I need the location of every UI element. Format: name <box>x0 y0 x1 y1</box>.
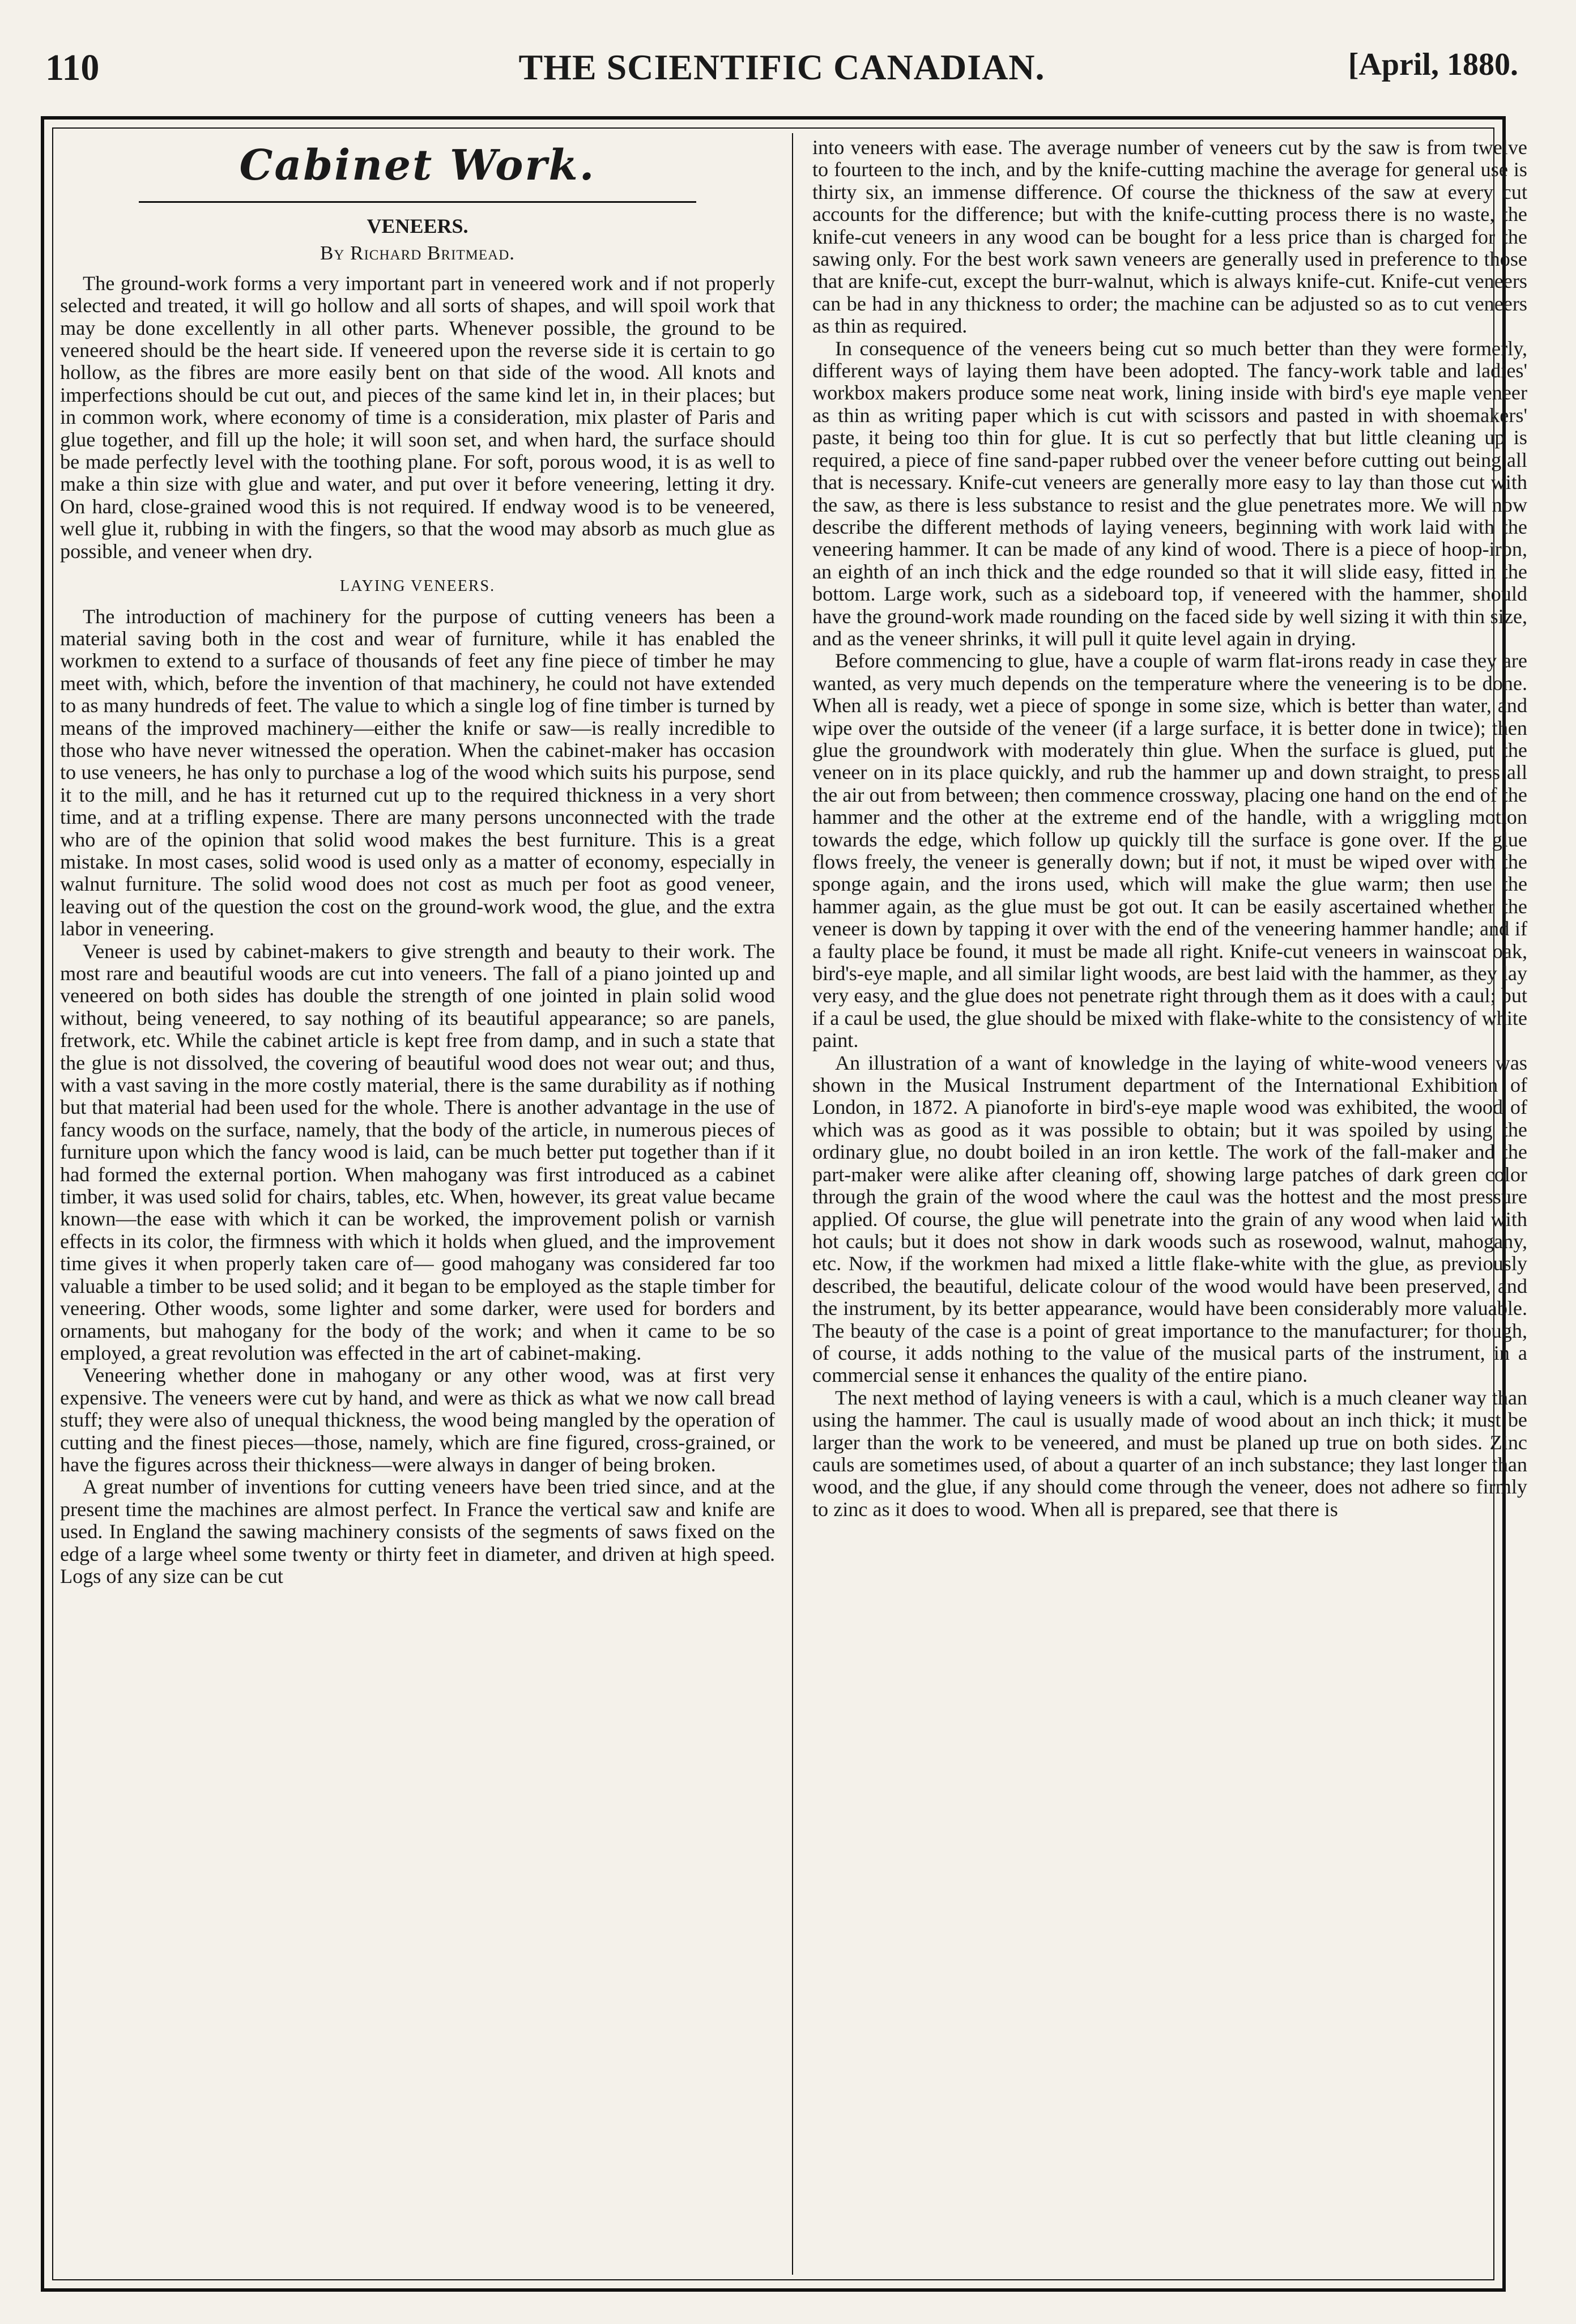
paragraph: The next method of laying veneers is with a caul, which is a much cleaner way than using the hammer. The caul is usually made of wood about an inch thick; it must be larger than the work to be veneered, and must be planed up true on both sides. Zinc cauls are sometimes used, of about a quarter of an inch substance; they last longer than wood, and the glue, if any should come through the veneer, does not adhere so firmly to zinc as it does to wood. When all is prepared, see that there is <box>812 1386 1527 1521</box>
paragraph: Before commencing to glue, have a couple of warm flat-irons ready in case they are wanted, as very much depends on the temperature where the veneering is to be done. When all is ready, wet a piece of sponge in some size, which is better than water, and wipe over the outside of the veneer (if a large surface, it is better done in twice); then glue the groundwork with moderately thin glue. When the surface is glued, put the veneer on in its place quickly, and rub the hammer up and down straight, to press all the air out from between; then commence crossway, placing one hand on the end of the hammer and the other at the extreme end of the handle, with a wriggling motion towards the edge, which follow up quickly till the surface is gone over. If the glue flows freely, the veneer is generally down; but if not, it must be wiped over with the sponge again, and the irons used, which will make the glue warm; then use the hammer again, as the glue must be got out. It can be easily ascertained whether the veneer is down by tapping it over with the end of the veneering hammer handle; and if a faulty place be found, it must be made all right. Knife-cut veneers in wainscoat oak, bird's-eye maple, and all similar light woods, are best laid with the hammer, as they lay very easy, and the glue does not penetrate right through them as it does with a caul; but if a caul be used, the glue should be mixed with flake-white to the consistency of white paint. <box>812 649 1527 1052</box>
page-frame <box>41 116 1527 2292</box>
section-title: Cabinet Work. <box>239 141 596 190</box>
paragraph: An illustration of a want of knowledge in the laying of white-wood veneers was shown in the Musical Instrument department of the International Exhibition of London, in 1872. A pianoforte in bird's-eye maple wood was exhibited, the wood of which was as good as it was possible to obtain; but it was spoiled by using the ordinary glue, no doubt boiled in an iron kettle. The work of the fall-maker and the part-maker were alike after cleaning off, showing large patches of dark green color through the grain of the wood where the caul was the hottest and the most pressure applied. Of course, the glue will penetrate into the grain of any wood when laid with hot cauls; but it does not show in dark woods such as rosewood, walnut, mahogany, etc. Now, if the workmen had mixed a little flake-white with the glue, as previously described, the beautiful, delicate colour of the wood would have been preserved, and the instrument, by its better appearance, would have been considerably more valuable. The beauty of the case is a point of great importance to the manufacturer; for though, of course, it adds nothing to the value of the musical parts of the instrument, in a commercial sense it enhances the quality of the entire piano. <box>812 1051 1527 1387</box>
article-title: VENEERS. <box>367 215 468 237</box>
paragraph: Veneer is used by cabinet-makers to give strength and beauty to their work. The most rare and beautiful woods are cut into veneers. The fall of a piano jointed up and veneered on both sides has double the strength of one jointed in plain solid wood without, being veneered, to say nothing of its beautiful appearance; so are panels, fretwork, etc. While the cabinet article is kept free from damp, and in such a state that the glue is not dissolved, the covering of beautiful wood does not wear out; and thus, with a vast saving in the more costly material, there is the same durability as if nothing but that material had been used for the whole. There is another advantage in the use of fancy woods on the surface, namely, that the body of the article, in numerous pieces of furniture upon which the fancy wood is laid, can be much better put together than if it had formed the external portion. When mahogany was first introduced as a cabinet timber, it was used solid for chairs, tables, etc. When, however, its great value became known—the ease with which it can be worked, the improvement polish or varnish effects in its color, the firmness with which it holds when glued, and the improvement time gives it when properly taken care of— good mahogany was considered far too valuable a timber to be used solid; and it began to be employed as the staple timber for veneering. Other woods, some lighter and some darker, were used for borders and ornaments, but mahogany for the body of the work; and when it came to be so employed, a great revolution was effected in the art of cabinet-making. <box>60 939 775 1364</box>
paragraph: Veneering whether done in mahogany or any other wood, was at first very expensive. The veneers were cut by hand, and were as thick as what we now call bread stuff; they were also of unequal thickness, the wood being mangled by the operation of cutting and the finest pieces—those, namely, which are fine figured, cross-grained, or have the figures across their thickness—were always in danger of being broken. <box>60 1364 775 1476</box>
masthead <box>45 46 1518 97</box>
subheading: LAYING VENEERS. <box>339 577 496 595</box>
paragraph-continued: into veneers with ease. The average number of veneers cut by the saw is from twelve to fourteen to the inch, and by the knife-cutting machine the average for general use is thirty six, an immense difference. Of course the thickness of the saw at every cut accounts for the difference; but with the knife-cutting process there is no waste, the knife-cut veneers in any wood can be bought for a less price than is charged for the sawing only. For the best work sawn veneers are generally used in preference to those that are knife-cut, except the burr-walnut, which is always knife-cut. Knife-cut veneers can be had in any thickness to order; the machine can be adjusted so as to cut veneers as thin as required. <box>812 136 1527 338</box>
publication-title: THE SCIENTIFIC CANADIAN. <box>518 47 1045 87</box>
paragraph: A great number of inventions for cutting veneers have been tried since, and at the present time the machines are almost perfect. In France the vertical saw and knife are used. In England the sawing machinery consists of the segments of saws fixed on the edge of a large wheel some twenty or thirty feet in diameter, and driven at high speed. Logs of any size can be cut <box>60 1475 775 1587</box>
paragraph: The introduction of machinery for the purpose of cutting veneers has been a material saving both in the cost and wear of furniture, while it has enabled the workmen to extend to a surface of thousands of feet any fine piece of timber he may meet with, which, before the invention of that machinery, he could not have extended to as many hundreds of feet. The value to which a single log of fine timber is turned by means of the improved machinery—either the knife or saw—is really incredible to those who have never witnessed the operation. When the cabinet-maker has occasion to use veneers, he has only to purchase a log of the wood which suits his purpose, send it to the mill, and he has it returned cut up to the required thickness in a very short time, and at a trifling expense. There are many persons unconnected with the trade who are of the opinion that solid wood makes the best furniture. This is a great mistake. In most cases, solid wood is used only as a matter of economy, especially in walnut furniture. The solid wood does not cost as much per foot as good veneer, leaving out of the question the cost on the ground-work wood, the glue, and the extra labor in veneering. <box>60 605 775 940</box>
title-rule <box>139 201 696 203</box>
page-number: 110 <box>45 47 100 88</box>
byline: By Richard Britmead. <box>320 242 516 265</box>
paragraph: In consequence of the veneers being cut so much better than they were formerly, different ways of laying them have been adopted. The fancy-work table and ladies' workbox makers produce some neat work, lining inside with bird's eye maple veneer as thin as writing paper which is cut with scissors and pasted in with shoemakers' paste, it being too thin for glue. It is cut so perfectly that but little cleaning up is required, a piece of fine sand-paper rubbed over the veneer before cutting out being all that is necessary. Knife-cut veneers are generally more easy to lay than those cut with the saw, as there is less substance to resist and the glue penetrates more. We will now describe the different methods of laying veneers, beginning with work laid with the veneering hammer. It can be made of any kind of wood. There is a piece of hoop-iron, an eighth of an inch thick and the edge rounded so that it will slide easy, fitted in the bottom. Large work, such as a sideboard top, if veneered with the hammer, should have the ground-work made rounding on the faced side by well sizing it with thin size, and as the veneer shrinks, it will pull it quite level again in drying. <box>812 337 1527 650</box>
left-column <box>60 137 775 2271</box>
column-divider <box>792 133 793 2275</box>
issue-date: [April, 1880. <box>1348 47 1518 82</box>
right-column <box>812 137 1527 2271</box>
paragraph: The ground-work forms a very important part in veneered work and if not properly selected and treated, it will go hollow and all sorts of shapes, and will spoil work that may be done excellently in all other parts. Whenever possible, the ground to be veneered should be the heart side. If veneered upon the reverse side it is certain to go hollow, as the fibres are more easily bent on that side of the wood. All knots and imperfections should be cut out, and pieces of the same kind let in, in their places; but in common work, where economy of time is a consideration, mix plaster of Paris and glue together, and fill up the hole; it will soon set, and when hard, the surface should be made perfectly level with the toothing plane. For soft, porous wood, it is as well to make a thin size with glue and water, and put over it before veneering, letting it dry. On hard, close-grained wood this is not required. If endway wood is to be veneered, well glue it, rubbing in with the fingers, so that the wood may absorb as much glue as possible, and veneer when dry. <box>60 271 775 563</box>
